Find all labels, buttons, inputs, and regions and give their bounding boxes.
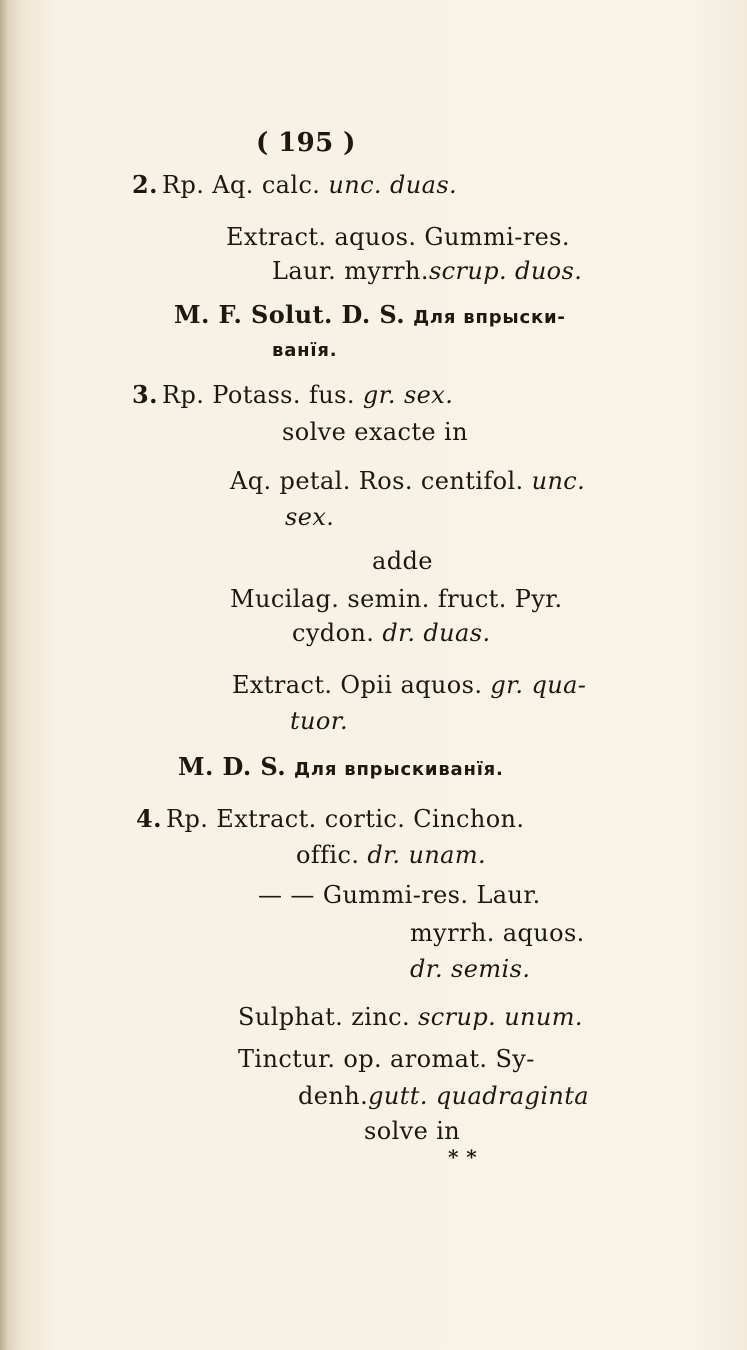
rx3-line1: 3. Rp. Potass. fus. gr. sex.	[132, 380, 454, 409]
rx4-number: 4.	[136, 804, 162, 833]
rx4-line5: dr. semis.	[410, 955, 531, 983]
signature-mark: * *	[448, 1145, 478, 1169]
rx4-line9: solve in	[364, 1117, 461, 1145]
rx4-line8: denh.gutt. quadraginta	[298, 1082, 589, 1110]
rx4-line1: 4. Rp. Extract. cortic. Cinchon.	[136, 804, 525, 833]
rx3-line6: Mucilag. semin. fruct. Pyr.	[230, 585, 563, 613]
rx4-line7: Tinctur. op. aromat. Sy-	[238, 1045, 535, 1073]
rx4-line4: myrrh. aquos.	[410, 919, 585, 947]
rx2-line3: Laur. myrrh.scrup. duos.	[272, 257, 583, 285]
rx3-line7: cydon. dr. duas.	[292, 619, 491, 647]
rx3-line4: sex.	[285, 503, 335, 531]
rx3-line5: adde	[372, 547, 433, 575]
rx3-line8: Extract. Opii aquos. gr. qua-	[232, 671, 587, 699]
rx2-line2: Extract. aquos. Gummi-res.	[226, 223, 570, 251]
rx4-line3: — — Gummi-res. Laur.	[258, 881, 541, 909]
rx3-line3: Aq. petal. Ros. centifol. unc.	[230, 467, 586, 495]
rx4-line6: Sulphat. zinc. scrup. unum.	[238, 1003, 583, 1031]
rx2-line5: ванїя.	[272, 340, 338, 361]
rx2-line1: 2. Rp. Aq. calc. unc. duas.	[132, 170, 458, 199]
rx3-number: 3.	[132, 380, 158, 409]
rx4-line2: offic. dr. unam.	[296, 841, 487, 869]
rx3-line2: solve exacte in	[282, 418, 468, 446]
rx3-line9: tuor.	[290, 707, 349, 735]
page-number: ( 195 )	[256, 128, 356, 158]
rx3-line10: M. D. S. Для впрыскиванїя.	[178, 752, 504, 781]
rx2-line4: M. F. Solut. D. S. Для впрыски-	[174, 300, 566, 329]
rx2-number: 2.	[132, 170, 158, 199]
